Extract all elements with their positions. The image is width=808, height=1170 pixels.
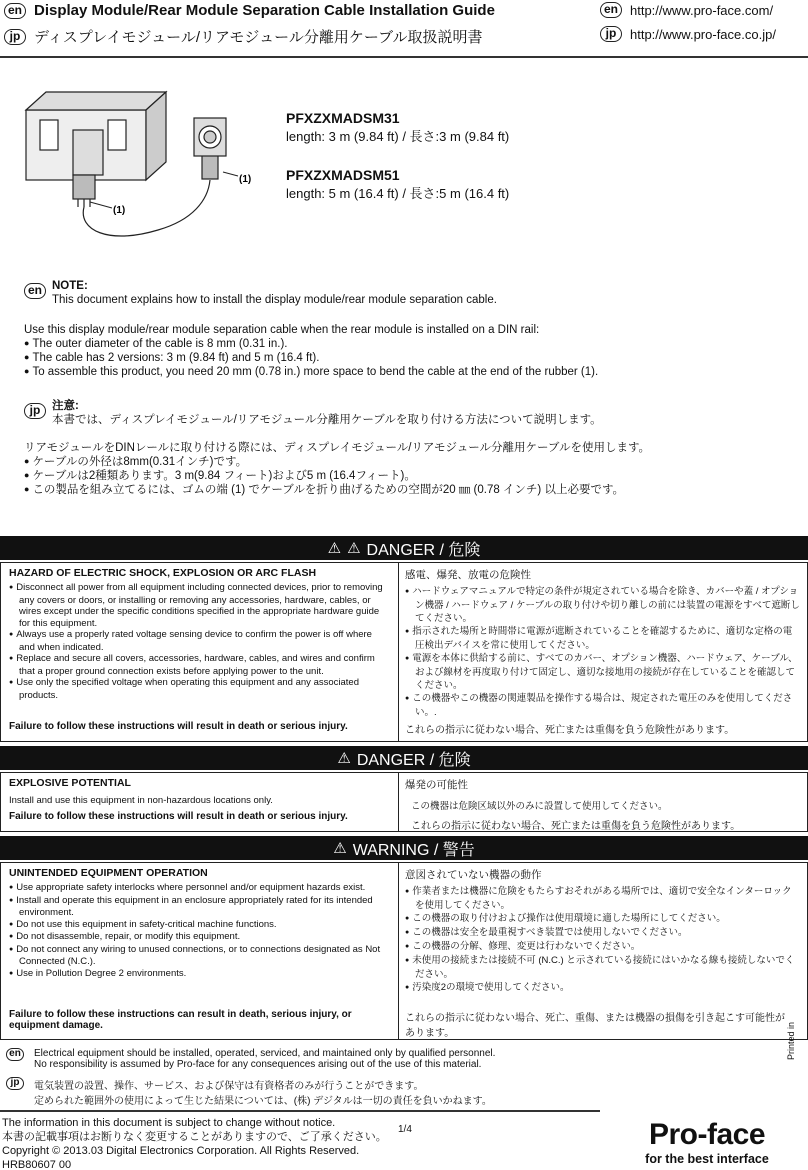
warning-bullet-jp: ● この機器の分解、修理、変更は行わないでください。 xyxy=(405,940,801,954)
proface-logo xyxy=(612,1118,802,1166)
warning-triangle-icon: ⚠ xyxy=(333,840,347,857)
note-en xyxy=(24,279,598,379)
url-jp-link[interactable]: http://www.pro-face.co.jp/ xyxy=(630,26,776,42)
footnote-en xyxy=(6,1048,495,1070)
note-en-bullet: ● To assemble this product, you need 20 mm (0.78 in.) more space to bend the cable at the end of the rubber (1). xyxy=(24,365,598,379)
note-en-bullet: ● The cable has 2 versions: 3 m (9.84 ft) and 5 m (16.4 ft). xyxy=(24,351,598,365)
footer-text xyxy=(2,1116,387,1170)
footer-doc-code: HRB80607 00 xyxy=(2,1159,72,1170)
warning-fail-en: Failure to follow these instructions can result in death, serious injury, or equipment damage. xyxy=(9,1009,352,1031)
footer-divider xyxy=(0,1110,600,1112)
danger-1-bullet-en: ● Disconnect all power from all equipment including connected devices, prior to removing any covers or doors, or installing or removing any accessories, hardware, cables, or wires except under the specific conditions specified in the appropriate hardware guide for this equipment. xyxy=(9,582,390,629)
note-en-text: This document explains how to install the display module/rear module separation cable. xyxy=(52,294,497,306)
danger-2-fail-jp: これらの指示に従わない場合、死亡または重傷を負う危険性があります。 xyxy=(411,821,741,832)
warning-fail-jp: これらの指示に従わない場合、死亡、重傷、または機器の損傷を引き起こす可能性があります。 xyxy=(405,1013,785,1039)
warning-triangle-icon: ⚠ xyxy=(337,750,351,767)
danger-2-fail-en: Failure to follow these instructions will result in death or serious injury. xyxy=(9,811,348,822)
warning-bullet-jp: ● この機器は安全を最重視すべき装置では使用しないでください。 xyxy=(405,926,801,940)
logo-tagline: for the best interface xyxy=(645,1152,769,1166)
warning-head-jp: 意図されていない機器の動作 xyxy=(405,869,542,881)
note-jp-bullet: ● ケーブルの外径は8mm(0.31インチ)です。 xyxy=(24,455,650,469)
url-en-link[interactable]: http://www.pro-face.com/ xyxy=(630,2,774,18)
product-length: length: 3 m (9.84 ft) / 長さ:3 m (9.84 ft) xyxy=(286,129,510,144)
footnote-jp-line1: 電気装置の設置、操作、サービス、および保守は有資格者のみが行うことができます。 xyxy=(34,1081,424,1092)
note-jp-bullet: ● この製品を組み立てるには、ゴムの端 (1) でケーブルを折り曲げるための空間が20 ㎜ (0.78 インチ) 以上必要です。 xyxy=(24,483,650,497)
note-jp xyxy=(24,399,650,497)
footer-copyright: Copyright © 2013.03 Digital Electronics Corporation. All Rights Reserved. xyxy=(2,1145,360,1157)
lightning-warning-icon: ⚠ xyxy=(327,540,342,557)
danger-2-head-en: EXPLOSIVE POTENTIAL xyxy=(9,777,131,789)
warning-bullet-en: ● Do not use this equipment in safety-critical machine functions. xyxy=(9,919,390,932)
footnote-jp xyxy=(6,1077,492,1107)
warning-triangle-icon: ⚠ xyxy=(347,540,361,557)
callout-1-module: (1) xyxy=(113,205,126,216)
warning-head-en: UNINTENDED EQUIPMENT OPERATION xyxy=(9,867,208,879)
header-jp-row xyxy=(4,26,482,47)
warning-en xyxy=(1,863,399,1039)
danger-1-bullet-jp: ● 指示された場所と時間帯に電源が遮断されていることを確認するために、適切な定格の電圧検出デバイスを常に使用してください。 xyxy=(405,625,801,652)
title-jp: ディスプレイモジュール/リアモジュール分離用ケーブル取扱説明書 xyxy=(34,29,483,46)
note-en-title: NOTE: xyxy=(52,280,88,292)
note-jp-text: 本書では、ディスプレイモジュール/リアモジュール分離用ケーブルを取り付ける方法について説明します。 xyxy=(52,414,602,426)
cable-illustration xyxy=(18,80,288,250)
warning-box xyxy=(0,862,808,1040)
note-en-bullet: ● The outer diameter of the cable is 8 mm (0.31 in.). xyxy=(24,337,598,351)
warning-bullet-jp: ● 作業者または機器に危険をもたらすおそれがある場所では、適切で安全なインターロックを使用してください。 xyxy=(405,885,801,912)
danger-1-fail-jp: これらの指示に従わない場合、死亡または重傷を負う危険性があります。 xyxy=(405,725,735,736)
warning-bullet-en: ● Use in Pollution Degree 2 environments. xyxy=(9,968,390,981)
printed-in-label: Printed in xyxy=(786,1021,796,1060)
footnote-jp-line2: 定められた範囲外の使用によって生じた結果については、(株) デジタルは一切の責任を負いかねます。 xyxy=(34,1096,492,1107)
url-en-row xyxy=(600,2,773,18)
header-divider xyxy=(0,56,808,58)
danger-1-fail-en: Failure to follow these instructions will result in death or serious injury. xyxy=(9,721,348,732)
danger-1-bullet-en: ● Replace and secure all covers, accessories, hardware, cables, and wires and confirm that a proper ground connection exists before applying power to the unit. xyxy=(9,653,390,677)
footer-change-notice: The information in this document is subject to change without notice. xyxy=(2,1117,336,1129)
title-en: Display Module/Rear Module Separation Cable Installation Guide xyxy=(34,2,495,19)
note-jp-title: 注意: xyxy=(52,400,79,412)
jp-language-badge: jp xyxy=(4,29,26,45)
footnote-en-line1: Electrical equipment should be installed, operated, serviced, and maintained only by qualified personnel. xyxy=(34,1048,496,1059)
danger-band-1 xyxy=(0,536,808,560)
warning-bullet-en: ● Install and operate this equipment in an enclosure appropriately rated for its intended environment. xyxy=(9,895,390,919)
warning-band xyxy=(0,836,808,860)
en-url-badge: en xyxy=(600,2,622,18)
danger-1-bullet-jp: ● この機器やこの機器の関連製品を操作する場合は、規定された電圧のみを使用してください。. xyxy=(405,692,801,719)
warning-bullet-jp: ● 未使用の接続または接続不可 (N.C.) と示されている接続にはいかなる線も接続しないでください。 xyxy=(405,954,801,981)
warning-bullet-jp: ● 汚染度2の環境で使用してください。 xyxy=(405,981,801,995)
warning-bullet-jp: ● この機器の取り付けおよび操作は使用環境に適した場所にしてください。 xyxy=(405,912,801,926)
jp-note-badge: jp xyxy=(24,403,46,419)
danger-2-jp xyxy=(399,773,807,831)
danger-1-head-jp: 感電、爆発、放電の危険性 xyxy=(405,569,531,581)
danger-band-label: DANGER / 危険 xyxy=(356,751,471,769)
note-jp-bullet: ● ケーブルは2種類あります。3 m(9.84 フィート)および5 m (16.4フィート)。 xyxy=(24,469,650,483)
product-length: length: 5 m (16.4 ft) / 長さ:5 m (16.4 ft) xyxy=(286,186,510,201)
danger-band-label: DANGER / 危険 xyxy=(366,541,481,559)
danger-2-head-jp: 爆発の可能性 xyxy=(405,779,468,791)
warning-jp xyxy=(399,863,807,1039)
danger-1-bullet-en: ● Always use a properly rated voltage sensing device to confirm the power is off where and when indicated. xyxy=(9,629,390,653)
danger-2-text-en: Install and use this equipment in non-hazardous locations only. xyxy=(9,795,273,806)
danger-1-head-en: HAZARD OF ELECTRIC SHOCK, EXPLOSION OR ARC FLASH xyxy=(9,567,317,579)
header-en-row xyxy=(4,2,495,19)
danger-1-bullet-en: ● Use only the specified voltage when operating this equipment and any associated products. xyxy=(9,677,390,701)
jp-url-badge: jp xyxy=(600,26,622,42)
url-jp-row xyxy=(600,26,776,42)
en-note-badge: en xyxy=(24,283,46,299)
en-footnote-badge: en xyxy=(6,1048,24,1061)
product-31 xyxy=(286,110,509,145)
logo-wordmark: Pro-face xyxy=(648,1118,766,1151)
callout-1-connector: (1) xyxy=(239,174,252,185)
footer-change-notice-jp: 本書の記載事項はお断りなく変更することがありますので、ご了承ください。 xyxy=(2,1131,387,1143)
en-language-badge: en xyxy=(4,3,26,19)
danger-2-en xyxy=(1,773,399,831)
product-code: PFXZXMADSM51 xyxy=(286,167,400,183)
danger-1-en xyxy=(1,563,399,741)
jp-footnote-badge: jp xyxy=(6,1077,24,1090)
footnote-en-line2: No responsibility is assumed by Pro-face for any consequences arising out of the use of this material. xyxy=(34,1059,482,1070)
danger-1-jp xyxy=(399,563,807,741)
warning-bullet-en: ● Do not connect any wiring to unused connections, or to connections designated as Not Connected (N.C.). xyxy=(9,944,390,968)
danger-2-box xyxy=(0,772,808,832)
danger-band-2 xyxy=(0,746,808,770)
page-number: 1/4 xyxy=(398,1124,412,1135)
danger-2-text-jp: この機器は危険区域以外のみに設置して使用してください。 xyxy=(411,801,668,812)
warning-bullet-en: ● Do not disassemble, repair, or modify this equipment. xyxy=(9,931,390,944)
warning-band-label: WARNING / 警告 xyxy=(352,841,475,859)
danger-1-box xyxy=(0,562,808,742)
product-51 xyxy=(286,167,509,202)
product-code: PFXZXMADSM31 xyxy=(286,110,400,126)
warning-bullet-en: ● Use appropriate safety interlocks where personnel and/or equipment hazards exist. xyxy=(9,882,390,895)
note-en-intro: Use this display module/rear module separation cable when the rear module is installed on a DIN rail: xyxy=(24,324,540,336)
danger-1-bullet-jp: ● ハードウェアマニュアルで特定の条件が規定されている場合を除き、カバーや蓋 / オプション機器 / ハードウェア / ケーブルの取り付けや切り離しの前には装置の電源をすべて遮断してください。 xyxy=(405,585,801,625)
danger-1-bullet-jp: ● 電源を本体に供給する前に、すべてのカバー、オプション機器、ハードウェア、ケーブル、および線材を再度取り付けて固定し、適切な接地用の接続が存在していることを確認してください。 xyxy=(405,652,801,692)
note-jp-intro: リアモジュールをDINレールに取り付ける際には、ディスプレイモジュール/リアモジュール分離用ケーブルを使用します。 xyxy=(24,442,651,454)
